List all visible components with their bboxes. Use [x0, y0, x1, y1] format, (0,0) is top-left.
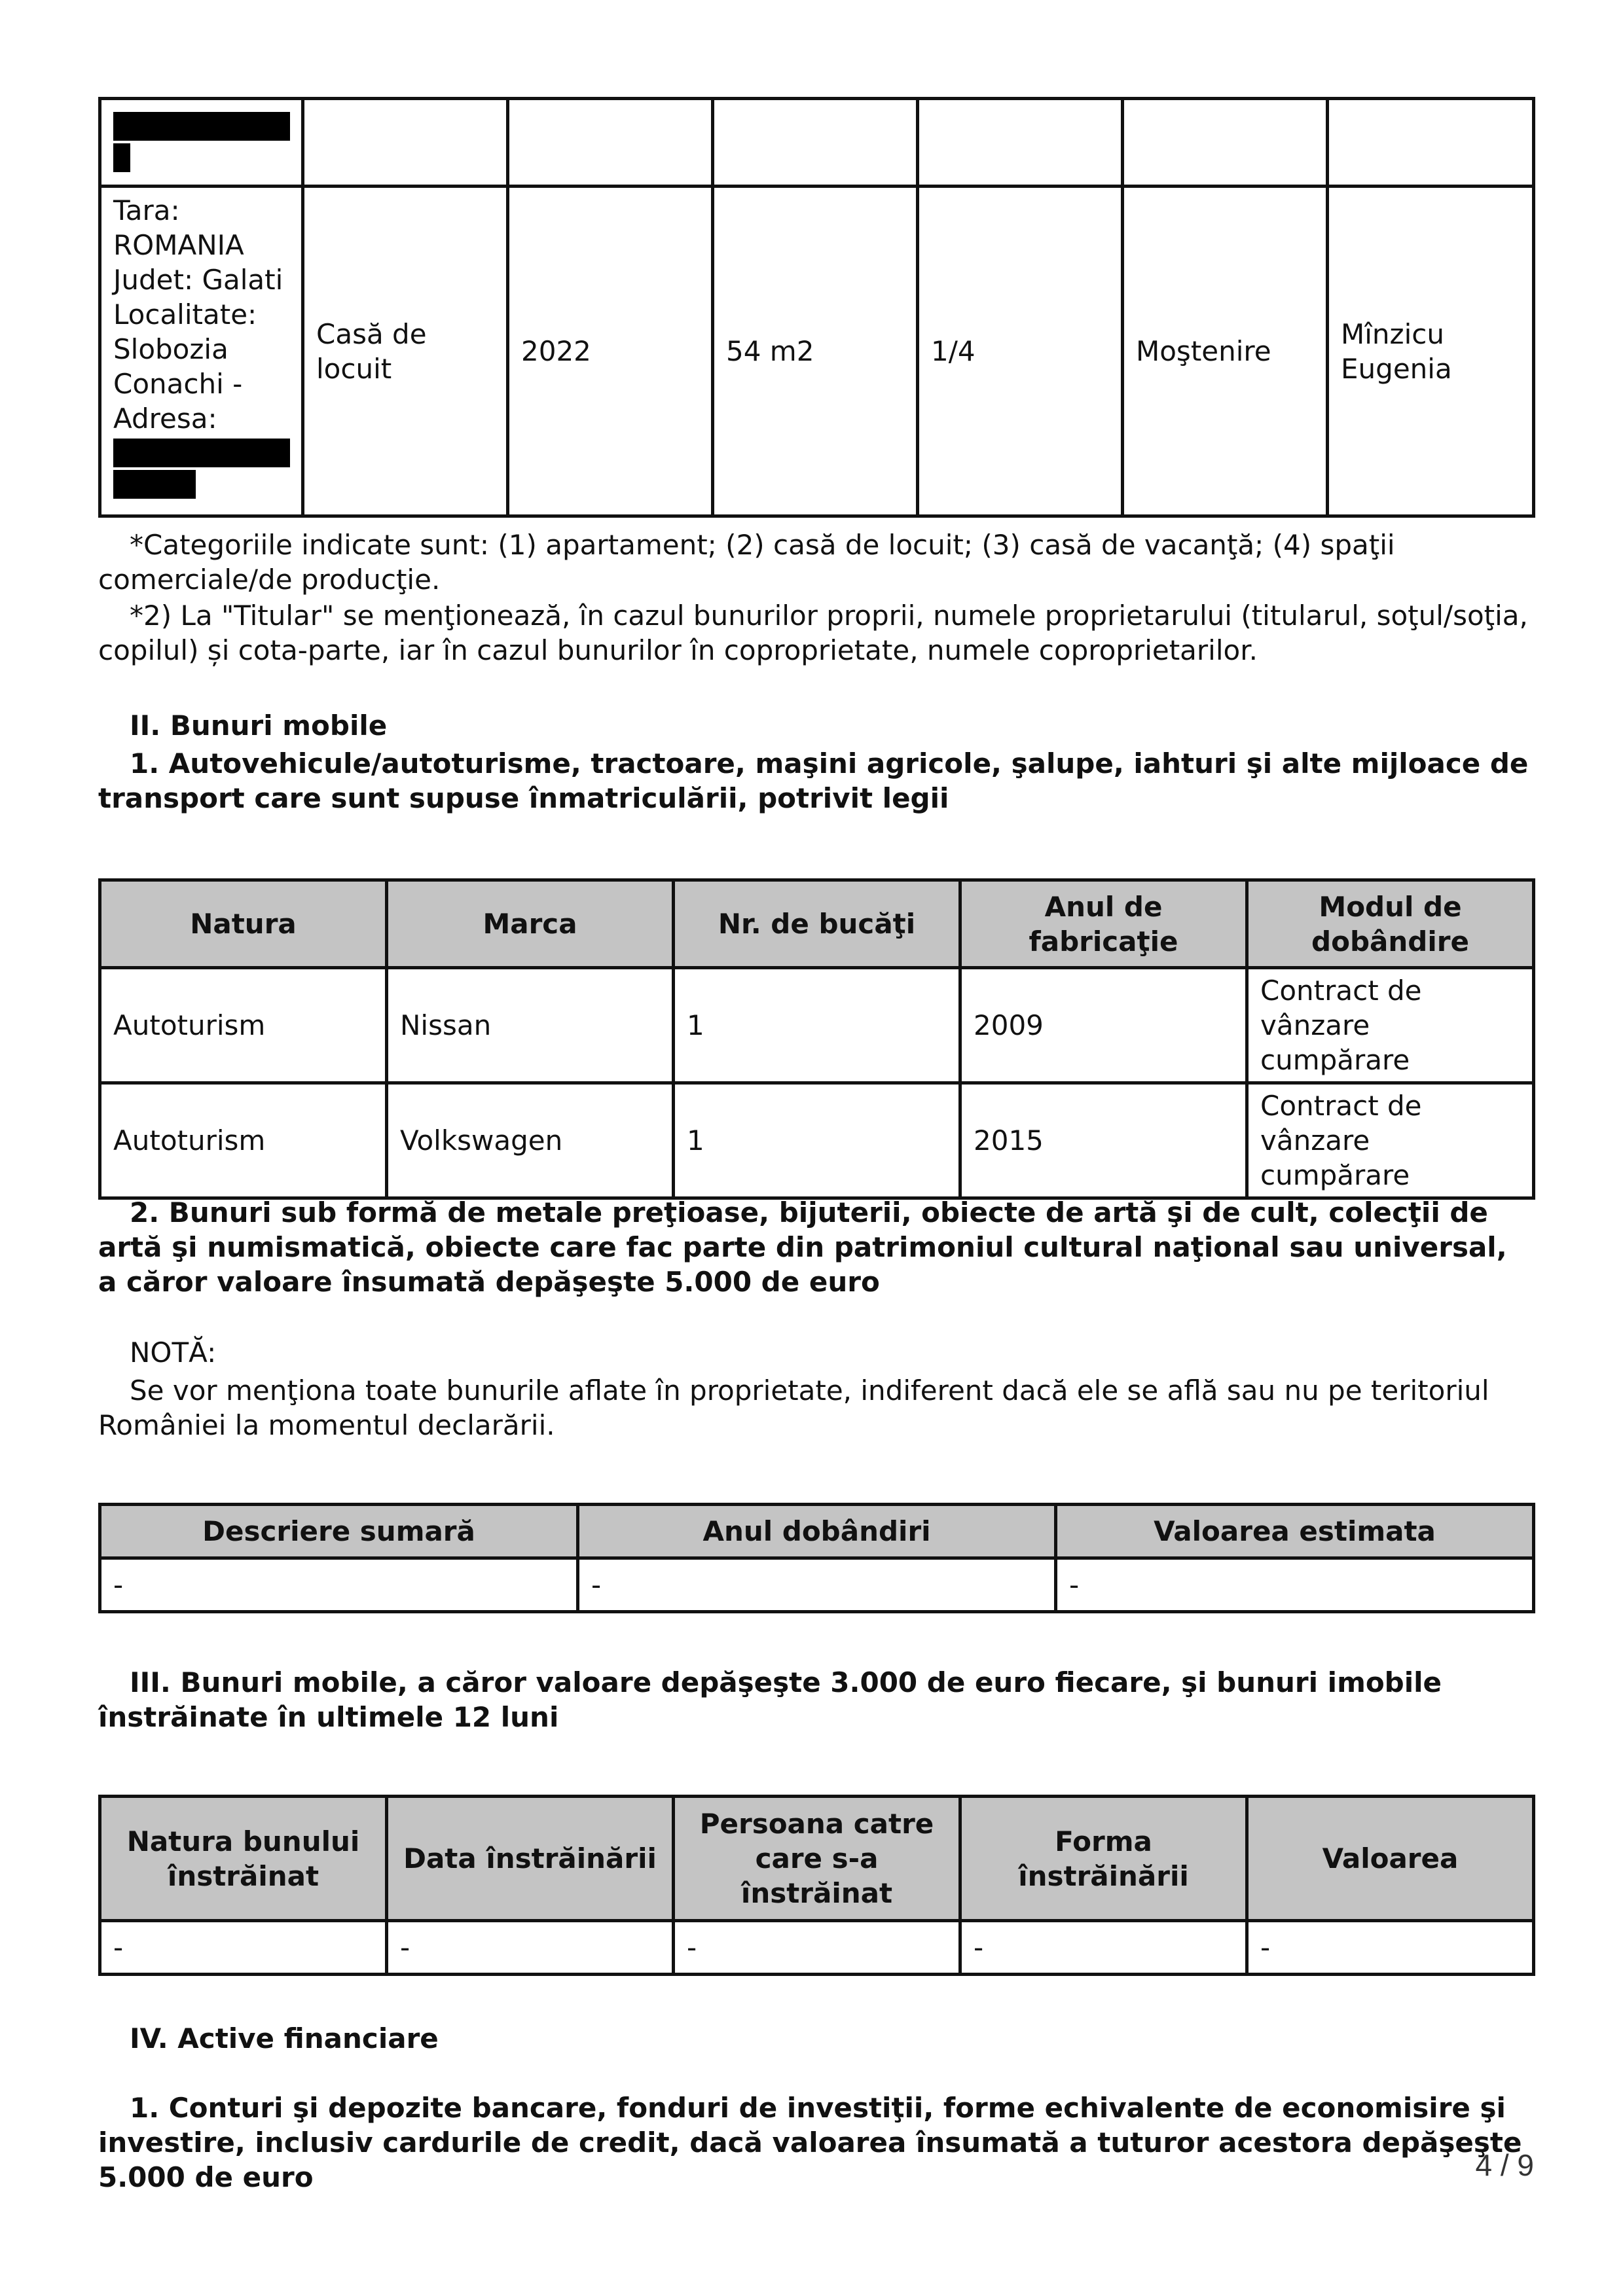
table-cell: - [1056, 1558, 1534, 1612]
property-table [98, 97, 1535, 518]
categories-note: *Categoriile indicate sunt: (1) apartament; (2) casă de locuit; (3) casă de vacanţă; (4) spaţii comerciale/de producţie. [98, 529, 1395, 596]
location-line: Judet: Galati [113, 264, 283, 296]
vehicles-table [98, 878, 1535, 1200]
table-cell [1328, 99, 1534, 187]
valuables-table [98, 1503, 1535, 1613]
redaction-block [113, 112, 290, 141]
table-header-row [100, 1797, 1534, 1921]
column-header: Marca [387, 880, 674, 968]
location-line: Conachi - [113, 368, 243, 400]
redaction-block [113, 470, 196, 499]
column-header: Forma înstrăinării [960, 1797, 1247, 1921]
redaction-block [113, 439, 290, 467]
column-header: Modul de dobândire [1247, 880, 1534, 968]
table-cell: Volkswagen [387, 1083, 674, 1198]
column-header: Persoana catre care s-a înstrăinat [674, 1797, 960, 1921]
share-cell: 1/4 [918, 187, 1123, 516]
table-cell: Autoturism [100, 968, 387, 1083]
table-row [100, 1083, 1534, 1198]
table-row [100, 1558, 1534, 1612]
table-cell: - [387, 1921, 674, 1975]
redaction-block [113, 143, 130, 172]
alienated-table [98, 1795, 1535, 1976]
table-cell: - [960, 1921, 1247, 1975]
table-row [100, 1921, 1534, 1975]
location-cell [100, 187, 303, 516]
subsection-valuables: 2. Bunuri sub formă de metale preţioase, bijuterii, obiecte de artă şi de cult, colecţii de artă şi numismatică, obiecte care fac parte din patrimoniul cultural naţional sau universal, a căror valoare însumată depăşeşte 5.000 de euro [98, 1196, 1507, 1298]
table-cell: 1 [674, 1083, 960, 1198]
column-header: Nr. de bucăţi [674, 880, 960, 968]
area-cell: 54 m2 [713, 187, 918, 516]
table-row [100, 968, 1534, 1083]
location-line: Localitate: [113, 298, 257, 331]
column-header: Anul dobândiri [578, 1505, 1056, 1558]
table-cell: - [1247, 1921, 1534, 1975]
section-heading-alienated: III. Bunuri mobile, a căror valoare depăşeşte 3.000 de euro fiecare, şi bunuri imobile înstrăinate în ultimele 12 luni [98, 1666, 1442, 1733]
table-cell: - [100, 1558, 578, 1612]
column-header: Data înstrăinării [387, 1797, 674, 1921]
subsection-vehicles: 1. Autovehicule/autoturisme, tractoare, maşini agricole, şalupe, iahturi şi alte mijloace de transport care sunt supuse înmatriculării, potrivit legii [98, 747, 1529, 814]
table-cell: - [100, 1921, 387, 1975]
table-cell: 2015 [960, 1083, 1247, 1198]
table-cell: - [674, 1921, 960, 1975]
table-cell [918, 99, 1123, 187]
year-cell: 2022 [508, 187, 713, 516]
table-cell [100, 99, 303, 187]
table-row [100, 187, 1534, 516]
table-cell: Contract de vânzare cumpărare [1247, 968, 1534, 1083]
nota-text: Se vor menţiona toate bunurile aflate în proprietate, indiferent dacă ele se află sau nu pe teritoriul României la momentul declarării. [98, 1374, 1489, 1441]
titular-note: *2) La "Titular" se menţionează, în cazul bunurilor proprii, numele proprietarului (titularul, soţul/soţia, copilul) și cota-parte, iar în cazul bunurilor în coproprietate, numele coproprietarilor. [98, 600, 1528, 666]
table-cell: Autoturism [100, 1083, 387, 1198]
location-line: Slobozia [113, 333, 228, 365]
column-header: Natura [100, 880, 387, 968]
section-heading-movables: II. Bunuri mobile [130, 709, 388, 742]
section-heading-financial: IV. Active financiare [130, 2022, 439, 2054]
location-line: Tara: [113, 194, 180, 226]
column-header: Natura bunului înstrăinat [100, 1797, 387, 1921]
category-cell: Casă de locuit [303, 187, 508, 516]
holder-cell: Mînzicu Eugenia [1328, 187, 1534, 516]
table-cell [1123, 99, 1328, 187]
column-header: Valoarea estimata [1056, 1505, 1534, 1558]
location-line: ROMANIA [113, 229, 244, 261]
table-cell [303, 99, 508, 187]
location-line: Adresa: [113, 403, 217, 435]
nota-label: NOTĂ: [130, 1336, 217, 1369]
table-cell: Nissan [387, 968, 674, 1083]
column-header: Descriere sumară [100, 1505, 578, 1558]
table-cell [508, 99, 713, 187]
table-cell: - [578, 1558, 1056, 1612]
table-cell [713, 99, 918, 187]
subsection-accounts: 1. Conturi şi depozite bancare, fonduri de investiţii, forme echivalente de economisire şi investire, inclusiv cardurile de credit, dacă valoarea însumată a tuturor acestora depăşeşte 5.000 de euro [98, 2092, 1522, 2193]
table-header-row [100, 1505, 1534, 1558]
column-header: Valoarea [1247, 1797, 1534, 1921]
column-header: Anul de fabricaţie [960, 880, 1247, 968]
table-header-row [100, 880, 1534, 968]
table-cell: Contract de vânzare cumpărare [1247, 1083, 1534, 1198]
table-row [100, 99, 1534, 187]
mode-cell: Moştenire [1123, 187, 1328, 516]
page-number: 4 / 9 [1475, 2148, 1534, 2182]
table-cell: 1 [674, 968, 960, 1083]
table-cell: 2009 [960, 968, 1247, 1083]
